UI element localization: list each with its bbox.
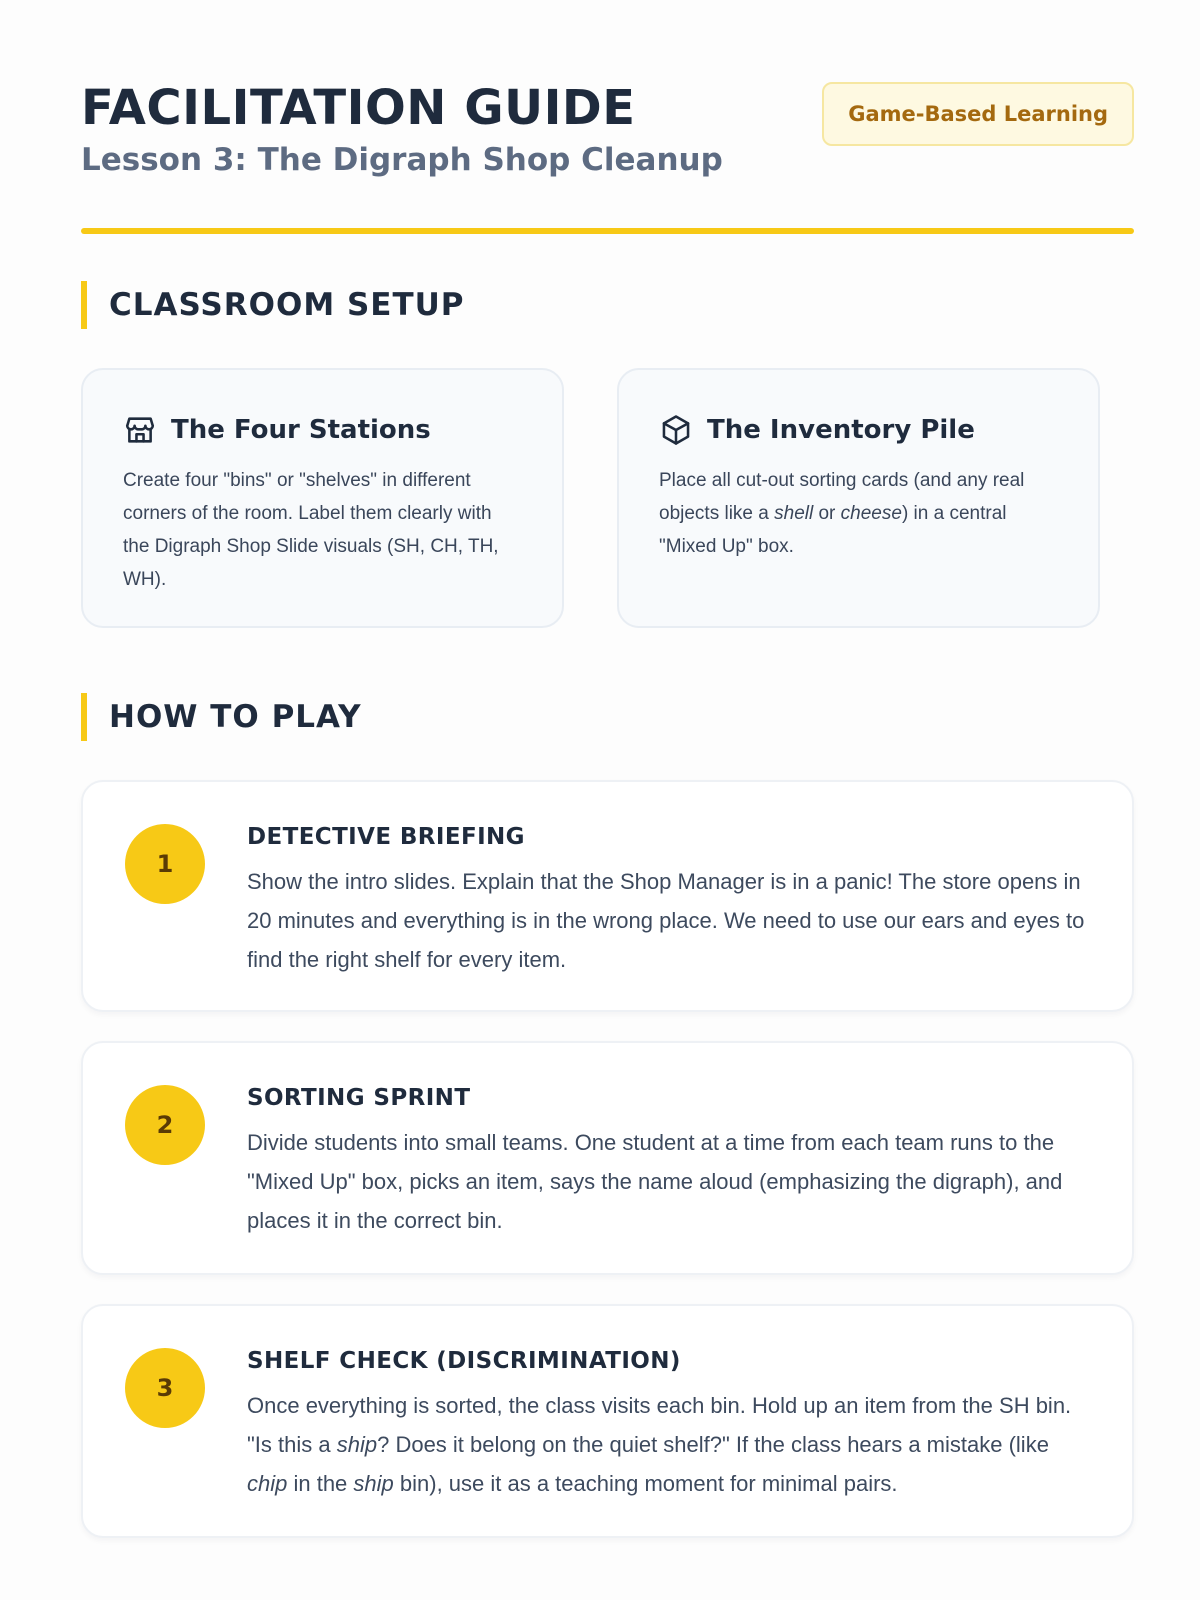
step-body: Divide students into small teams. One student at a time from each team runs to the "Mixed Up" box, picks an item, says the name aloud (emphasizing the digraph), and places it in the correct bin. <box>247 1130 1063 1233</box>
card-header <box>123 410 522 450</box>
step-card-2 <box>81 1041 1134 1275</box>
card-title: The Four Stations <box>171 415 431 445</box>
step-number-badge: 3 <box>125 1348 205 1428</box>
card-body: Create four "bins" or "shelves" in different corners of the room. Label them clearly with the Digraph Shop Slide visuals (SH, CH, TH, WH). <box>123 470 499 590</box>
step-body-emphasis: ship <box>336 1432 378 1457</box>
step-title: SHELF CHECK (DISCRIMINATION) <box>247 1348 681 1374</box>
page-title: FACILITATION GUIDE <box>81 80 636 136</box>
step-content <box>247 822 1092 979</box>
step-body-text: Once everything is sorted, the class visits each bin. Hold up an item from the SH bin. "Is this a <box>247 1393 1072 1457</box>
lesson-subtitle: Lesson 3: The Digraph Shop Cleanup <box>81 142 723 178</box>
step-body-emphasis: ship <box>353 1471 394 1496</box>
header <box>81 80 1134 180</box>
card-body-emphasis: cheese <box>840 503 902 524</box>
setup-card-inventory-pile <box>617 368 1100 628</box>
section-heading-how-to-play: HOW TO PLAY <box>81 693 362 741</box>
header-divider <box>81 228 1134 234</box>
box-icon <box>659 413 693 447</box>
store-icon <box>123 413 157 447</box>
step-content <box>247 1346 1092 1503</box>
step-body <box>247 1386 1092 1503</box>
category-badge: Game-Based Learning <box>822 82 1134 146</box>
card-body-text: Place all cut-out sorting cards (and any real objects like a <box>659 470 1025 524</box>
step-number-badge: 2 <box>125 1085 205 1165</box>
card-body-text: or <box>813 503 841 524</box>
card-body-text: ) in a central "Mixed Up" box. <box>659 503 1007 557</box>
setup-card-four-stations <box>81 368 564 628</box>
step-body: Show the intro slides. Explain that the Shop Manager is in a panic! The store opens in 20 minutes and everything is in the wrong place. We need to use our ears and eyes to find the right shelf for every item. <box>247 869 1085 972</box>
step-body-text: bin), use it as a teaching moment for minimal pairs. <box>393 1471 898 1496</box>
section-heading-classroom-setup: CLASSROOM SETUP <box>81 281 465 329</box>
card-header <box>659 410 1058 450</box>
card-body-emphasis: shell <box>774 503 814 524</box>
card-title: The Inventory Pile <box>707 415 975 445</box>
step-title: SORTING SPRINT <box>247 1085 471 1111</box>
step-body-text: ? Does it belong on the quiet shelf?" If the class hears a mistake (like <box>377 1432 1049 1457</box>
step-body-text: in the <box>287 1471 354 1496</box>
card-body <box>659 464 1058 563</box>
step-card-1 <box>81 780 1134 1012</box>
step-title: DETECTIVE BRIEFING <box>247 824 525 850</box>
step-content <box>247 1083 1092 1240</box>
step-card-3 <box>81 1304 1134 1538</box>
step-body-emphasis: chip <box>247 1471 288 1496</box>
step-number-badge: 1 <box>125 824 205 904</box>
